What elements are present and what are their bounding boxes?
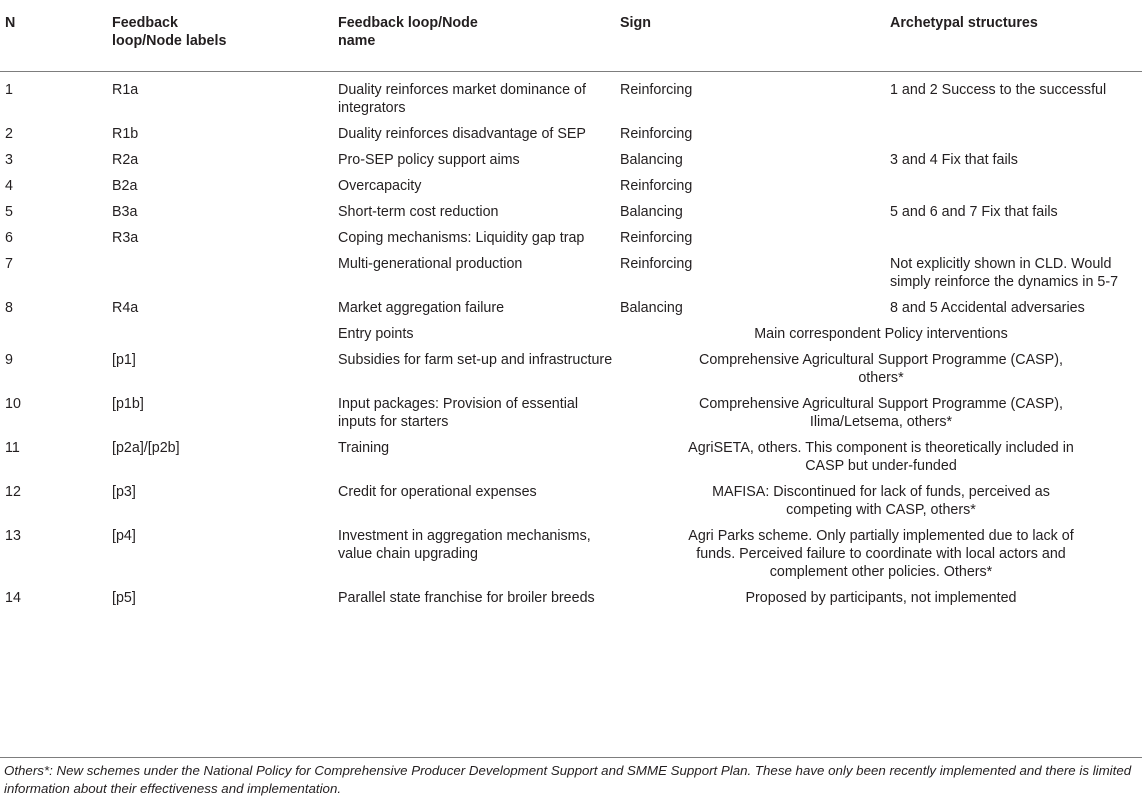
row-number: 9: [5, 351, 13, 368]
row-name: Input packages: Provision of essential inputs for starters: [338, 395, 579, 430]
row-name: Parallel state franchise for broiler breeds: [338, 589, 595, 606]
table-row: [0, 224, 1142, 250]
table-row: [0, 294, 1142, 320]
row-label: [p3]: [112, 483, 136, 500]
row-name: Market aggregation failure: [338, 299, 505, 316]
row-policy: MAFISA: Discontinued for lack of funds, perceived as competing with CASP, others*: [712, 483, 1050, 518]
row-name: Subsidies for farm set-up and infrastructure: [338, 351, 613, 368]
header-labels-text: Feedback loop/Node labels: [112, 15, 227, 49]
row-name: Credit for operational expenses: [338, 483, 537, 500]
feedback-loops-table: [0, 5, 1142, 610]
header-labels: [112, 5, 338, 71]
header-n: N: [0, 5, 112, 71]
row-number: 12: [5, 483, 21, 500]
row-sign: Reinforcing: [620, 255, 693, 272]
row-sign: Reinforcing: [620, 229, 693, 246]
table-row: [0, 198, 1142, 224]
table-row: [0, 434, 1142, 478]
row-number: 13: [5, 527, 21, 544]
row-sign: Balancing: [620, 203, 683, 220]
row-number: 7: [5, 255, 13, 272]
row-name: Training: [338, 439, 390, 456]
row-label: R2a: [112, 151, 139, 168]
row-label: R3a: [112, 229, 139, 246]
row-sign: Reinforcing: [620, 81, 693, 98]
table-row: [0, 478, 1142, 522]
row-policy: AgriSETA, others. This component is theoretically included in CASP but under-funded: [688, 439, 1074, 474]
row-policy: Comprehensive Agricultural Support Programme (CASP), others*: [699, 351, 1063, 386]
row-label: [p1]: [112, 351, 136, 368]
header-archetypes: Archetypal structures: [890, 5, 1142, 71]
table-body: [0, 71, 1142, 610]
row-number: 14: [5, 589, 21, 606]
row-label: [p5]: [112, 589, 136, 606]
entry-header-blank-label: [112, 320, 338, 346]
row-label: B3a: [112, 203, 138, 220]
row-number: 2: [5, 125, 13, 142]
table-row: [0, 71, 1142, 120]
row-number: 5: [5, 203, 13, 220]
row-archetype: 3 and 4 Fix that fails: [890, 151, 1018, 168]
entry-header-name: Entry points: [338, 325, 414, 342]
row-name: Pro-SEP policy support aims: [338, 151, 520, 168]
table-row: [0, 250, 1142, 294]
entry-header-blank-n: [0, 320, 112, 346]
row-label: R1a: [112, 81, 139, 98]
entry-points-header-row: [0, 320, 1142, 346]
row-sign: Reinforcing: [620, 177, 693, 194]
row-archetype: Not explicitly shown in CLD. Would simply reinforce the dynamics in 5-7: [890, 255, 1119, 290]
header-row: [0, 5, 1142, 71]
row-name: Duality reinforces market dominance of integrators: [338, 81, 586, 116]
row-archetype: 5 and 6 and 7 Fix that fails: [890, 203, 1058, 220]
table-row: [0, 172, 1142, 198]
table-row: [0, 584, 1142, 610]
table-row: [0, 346, 1142, 390]
row-number: 11: [5, 439, 20, 456]
row-label: [112, 250, 338, 294]
row-policy: Agri Parks scheme. Only partially implemented due to lack of funds. Perceived failure to coordinate with local actors and complement other policies. Others*: [688, 527, 1074, 580]
row-number: 10: [5, 395, 21, 412]
row-number: 4: [5, 177, 13, 194]
row-number: 3: [5, 151, 13, 168]
row-label: R4a: [112, 299, 139, 316]
row-label: [p1b]: [112, 395, 144, 412]
table-footnote: Others*: New schemes under the National Policy for Comprehensive Producer Development Support and SMME Support Plan. These have only been recently implemented and there is limited information about their effectiveness and implementation.: [0, 757, 1142, 798]
header-sign: Sign: [620, 5, 890, 71]
entry-header-policy: Main correspondent Policy interventions: [754, 325, 1008, 342]
row-number: 1: [5, 81, 13, 98]
row-sign: Balancing: [620, 151, 683, 168]
row-name: Overcapacity: [338, 177, 422, 194]
row-name: Multi-generational production: [338, 255, 523, 272]
header-name-text: Feedback loop/Node name: [338, 15, 478, 49]
row-policy: Comprehensive Agricultural Support Programme (CASP), Ilima/Letsema, others*: [699, 395, 1063, 430]
row-label: R1b: [112, 125, 139, 142]
row-label: [p4]: [112, 527, 136, 544]
row-archetype: 8 and 5 Accidental adversaries: [890, 299, 1085, 316]
row-number: 8: [5, 299, 13, 316]
row-policy: Proposed by participants, not implemented: [745, 589, 1017, 606]
row-label: B2a: [112, 177, 138, 194]
table-row: [0, 522, 1142, 584]
row-number: 6: [5, 229, 13, 246]
table-row: [0, 120, 1142, 146]
row-sign: Balancing: [620, 299, 683, 316]
table-header: [0, 5, 1142, 71]
table-row: [0, 390, 1142, 434]
header-name: [338, 5, 620, 71]
row-archetype: 1 and 2 Success to the successful: [890, 81, 1107, 98]
row-name: Duality reinforces disadvantage of SEP: [338, 125, 586, 142]
row-name: Investment in aggregation mechanisms, value chain upgrading: [338, 527, 591, 562]
row-archetype: [890, 120, 1142, 146]
row-archetype: [890, 224, 1142, 250]
row-label: [p2a]/[p2b]: [112, 439, 180, 456]
row-sign: Reinforcing: [620, 125, 693, 142]
row-name: Coping mechanisms: Liquidity gap trap: [338, 229, 585, 246]
table-row: [0, 146, 1142, 172]
row-name: Short-term cost reduction: [338, 203, 499, 220]
row-archetype: [890, 172, 1142, 198]
